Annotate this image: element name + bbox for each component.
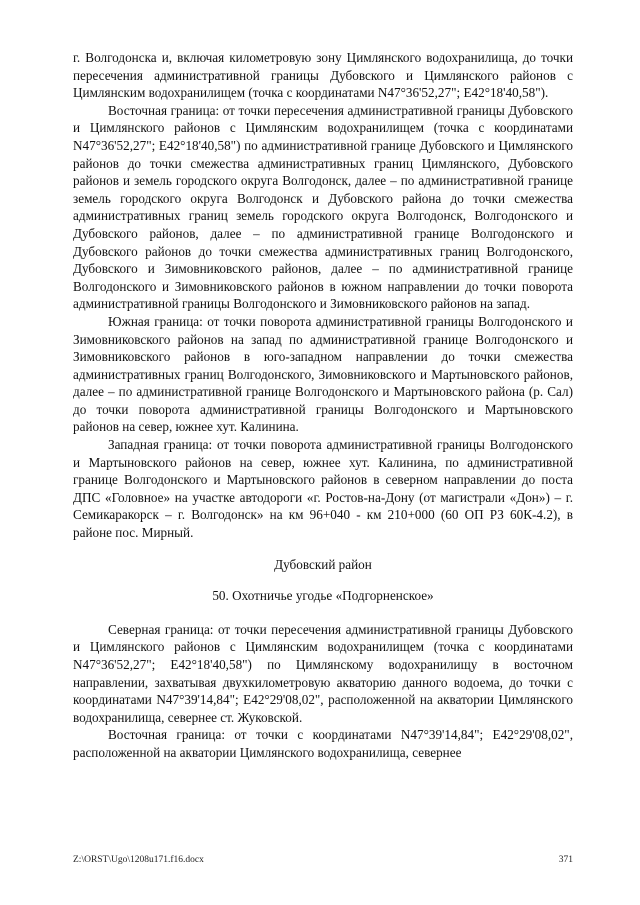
paragraph-east-border-2: Восточная граница: от точки с координатами N47°39'14,84"; E42°29'08,02", расположенной на акватории Цимлянского водохранилища, севернее xyxy=(73,727,573,760)
paragraph-west-border: Западная граница: от точки поворота административной границы Волгодонского и Мартыновского районов на север, южнее хут. Калинина, по административной границе Волгодонского и Мартыновского районов в северном направлении до поста ДПС «Головное» на участке автодороги «г. Ростов-на-Дону (от магистрали «Дон») – г. Семикаракорск – г. Волгодонск» на км 96+040 - км 210+000 (60 ОП РЗ 60К-4.2), в районе пос. Мирный. xyxy=(73,437,573,541)
paragraph-north-border: Северная граница: от точки пересечения административной границы Дубовского и Цимлянского районов с Цимлянским водохранилищем (точка с координатами N47°36'52,27"; E42°18'40,58") по Цимлянскому водохранилищу в восточном направлении, захватывая двухкилометровую акваторию данного водоема, до точки с координатами N47°39'14,84"; E42°29'08,02", расположенной на акватории Цимлянского водохранилища, севернее ст. Жуковской. xyxy=(73,621,573,725)
section-heading: 50. Охотничье угодье «Подгорненское» xyxy=(212,588,434,604)
spacer xyxy=(73,573,573,587)
document-body xyxy=(73,49,573,762)
footer-page-number: 371 xyxy=(558,855,573,865)
district-heading: Дубовский район xyxy=(274,556,372,572)
footer-file-path: Z:\ORST\Ugo\1208u171.f16.docx xyxy=(73,855,204,865)
paragraph-continuation: г. Волгодонска и, включая километровую зону Цимлянского водохранилища, до точки пересечения административной границы Дубовского и Цимлянского районов с Цимлянским водохранилищем (точка с координатами N47°36'52,27"; E42°18'40,58"). xyxy=(73,50,573,101)
spacer xyxy=(73,542,573,556)
paragraph-south-border: Южная граница: от точки поворота административной границы Волгодонского и Зимовниковского районов на запад по административной границе Волгодонского и Зимовниковского районов в юго-западном направлении до точки смежества административных границ Волгодонского, Зимовниковского и Мартыновского районов, далее – по административной границе Волгодонского и Мартыновского района (р. Сал) до точки поворота административной границы Волгодонского и Мартыновского районов на север, южнее хут. Калинина. xyxy=(73,313,573,435)
spacer xyxy=(73,605,573,621)
paragraph-east-border: Восточная граница: от точки пересечения административной границы Дубовского и Цимлянского районов с Цимлянским водохранилищем (точка с координатами N47°36'52,27"; E42°18'40,58") по административной границе Дубовского и Цимлянского районов до точки смежества административных границ Цимлянского, Дубовского районов и земель городского округа Волгодонск, далее – по административной границе земель городского округа Волгодонск и Дубовского района до точки смежества административных границ земель городского округа Волгодонск, Волгодонского и Дубовского районов, далее – по административной границе Волгодонского и Дубовского районов до точки смежества административных границ Волгодонского, Дубовского и Зимовниковского районов, далее – по административной границе Волгодонского и Зимовниковского районов в южном направлении до точки поворота административной границы Волгодонского и Зимовниковского районов на запад. xyxy=(73,102,573,312)
